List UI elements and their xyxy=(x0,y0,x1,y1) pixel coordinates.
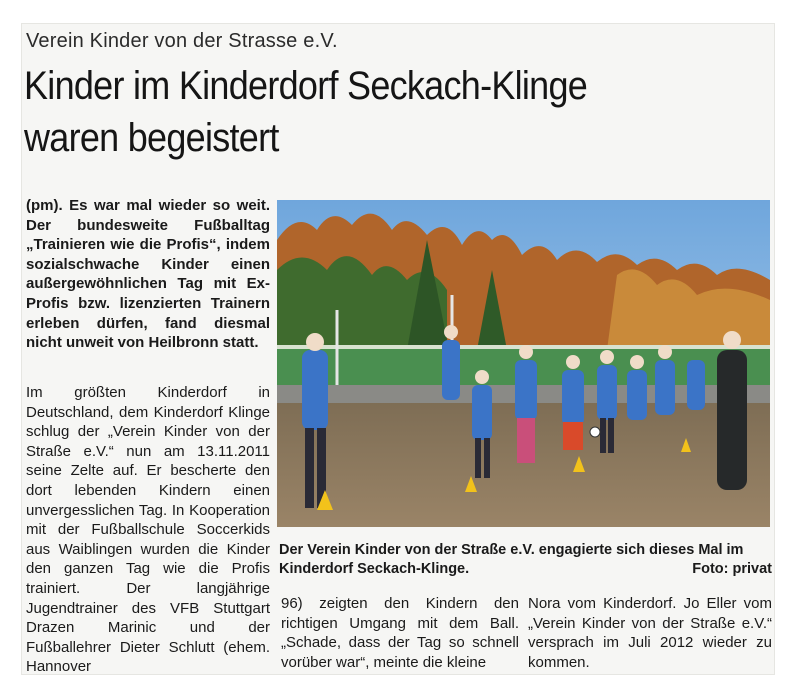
newspaper-clipping xyxy=(22,24,774,674)
kicker: Verein Kinder von der Strasse e.V. xyxy=(26,30,338,52)
body-column-3: Nora vom Kinderdorf. Jo Eller vom „Verein Kinder von der Straße e.V.“ versprach im Juli 2012 wieder zu kommen. xyxy=(528,595,772,671)
body-column-1: Im größten Kinderdorf in Deutschland, dem Kinderdorf Klinge schlug der „Verein Kinder von der Straße e.V.“ nun am 13.11.2011 seine Zelte auf. Er bescherte den dort lebenden Kindern einen unvergesslichen Tag. In Kooperation mit der Fußballschule Soccerkids aus Waiblingen wurden die Kinder den ganzen Tag wie die Profis trainiert. Der langjährige Jugendtrainer des VFB Stuttgart Drazen Marinic und der Fußballehrer Dieter Schlutt (ehem. Hannover xyxy=(26,384,270,674)
headline xyxy=(24,60,587,164)
headline-line-1: Kinder im Kinderdorf Seckach-Klinge xyxy=(24,64,588,108)
body-column-2: 96) zeigten den Kindern den richtigen Umgang mit dem Ball. „Schade, dass der Tag so schnell vorüber war“, meinte die kleine xyxy=(281,595,519,671)
caption-text: Der Verein Kinder von der Straße e.V. engagierte sich dieses Mal im Kinderdorf Seckach-Klinge. xyxy=(279,542,744,577)
lead-paragraph: (pm). Es war mal wieder so weit. Der bundesweite Fußballtag „Trainieren wie die Profis“, indem sozialschwache Kinder einen außergewöhnlichen Tag mit Ex-Profis bzw. lizenzierten Trainern erleben dürfen, fand diesmal nicht unweit von Heilbronn statt. xyxy=(26,197,270,352)
headline-line-2: waren begeistert xyxy=(24,116,279,160)
photo-caption xyxy=(279,541,772,579)
photo-image xyxy=(277,200,770,527)
photo-credit: Foto: privat xyxy=(692,561,772,577)
article-photo xyxy=(277,200,770,527)
